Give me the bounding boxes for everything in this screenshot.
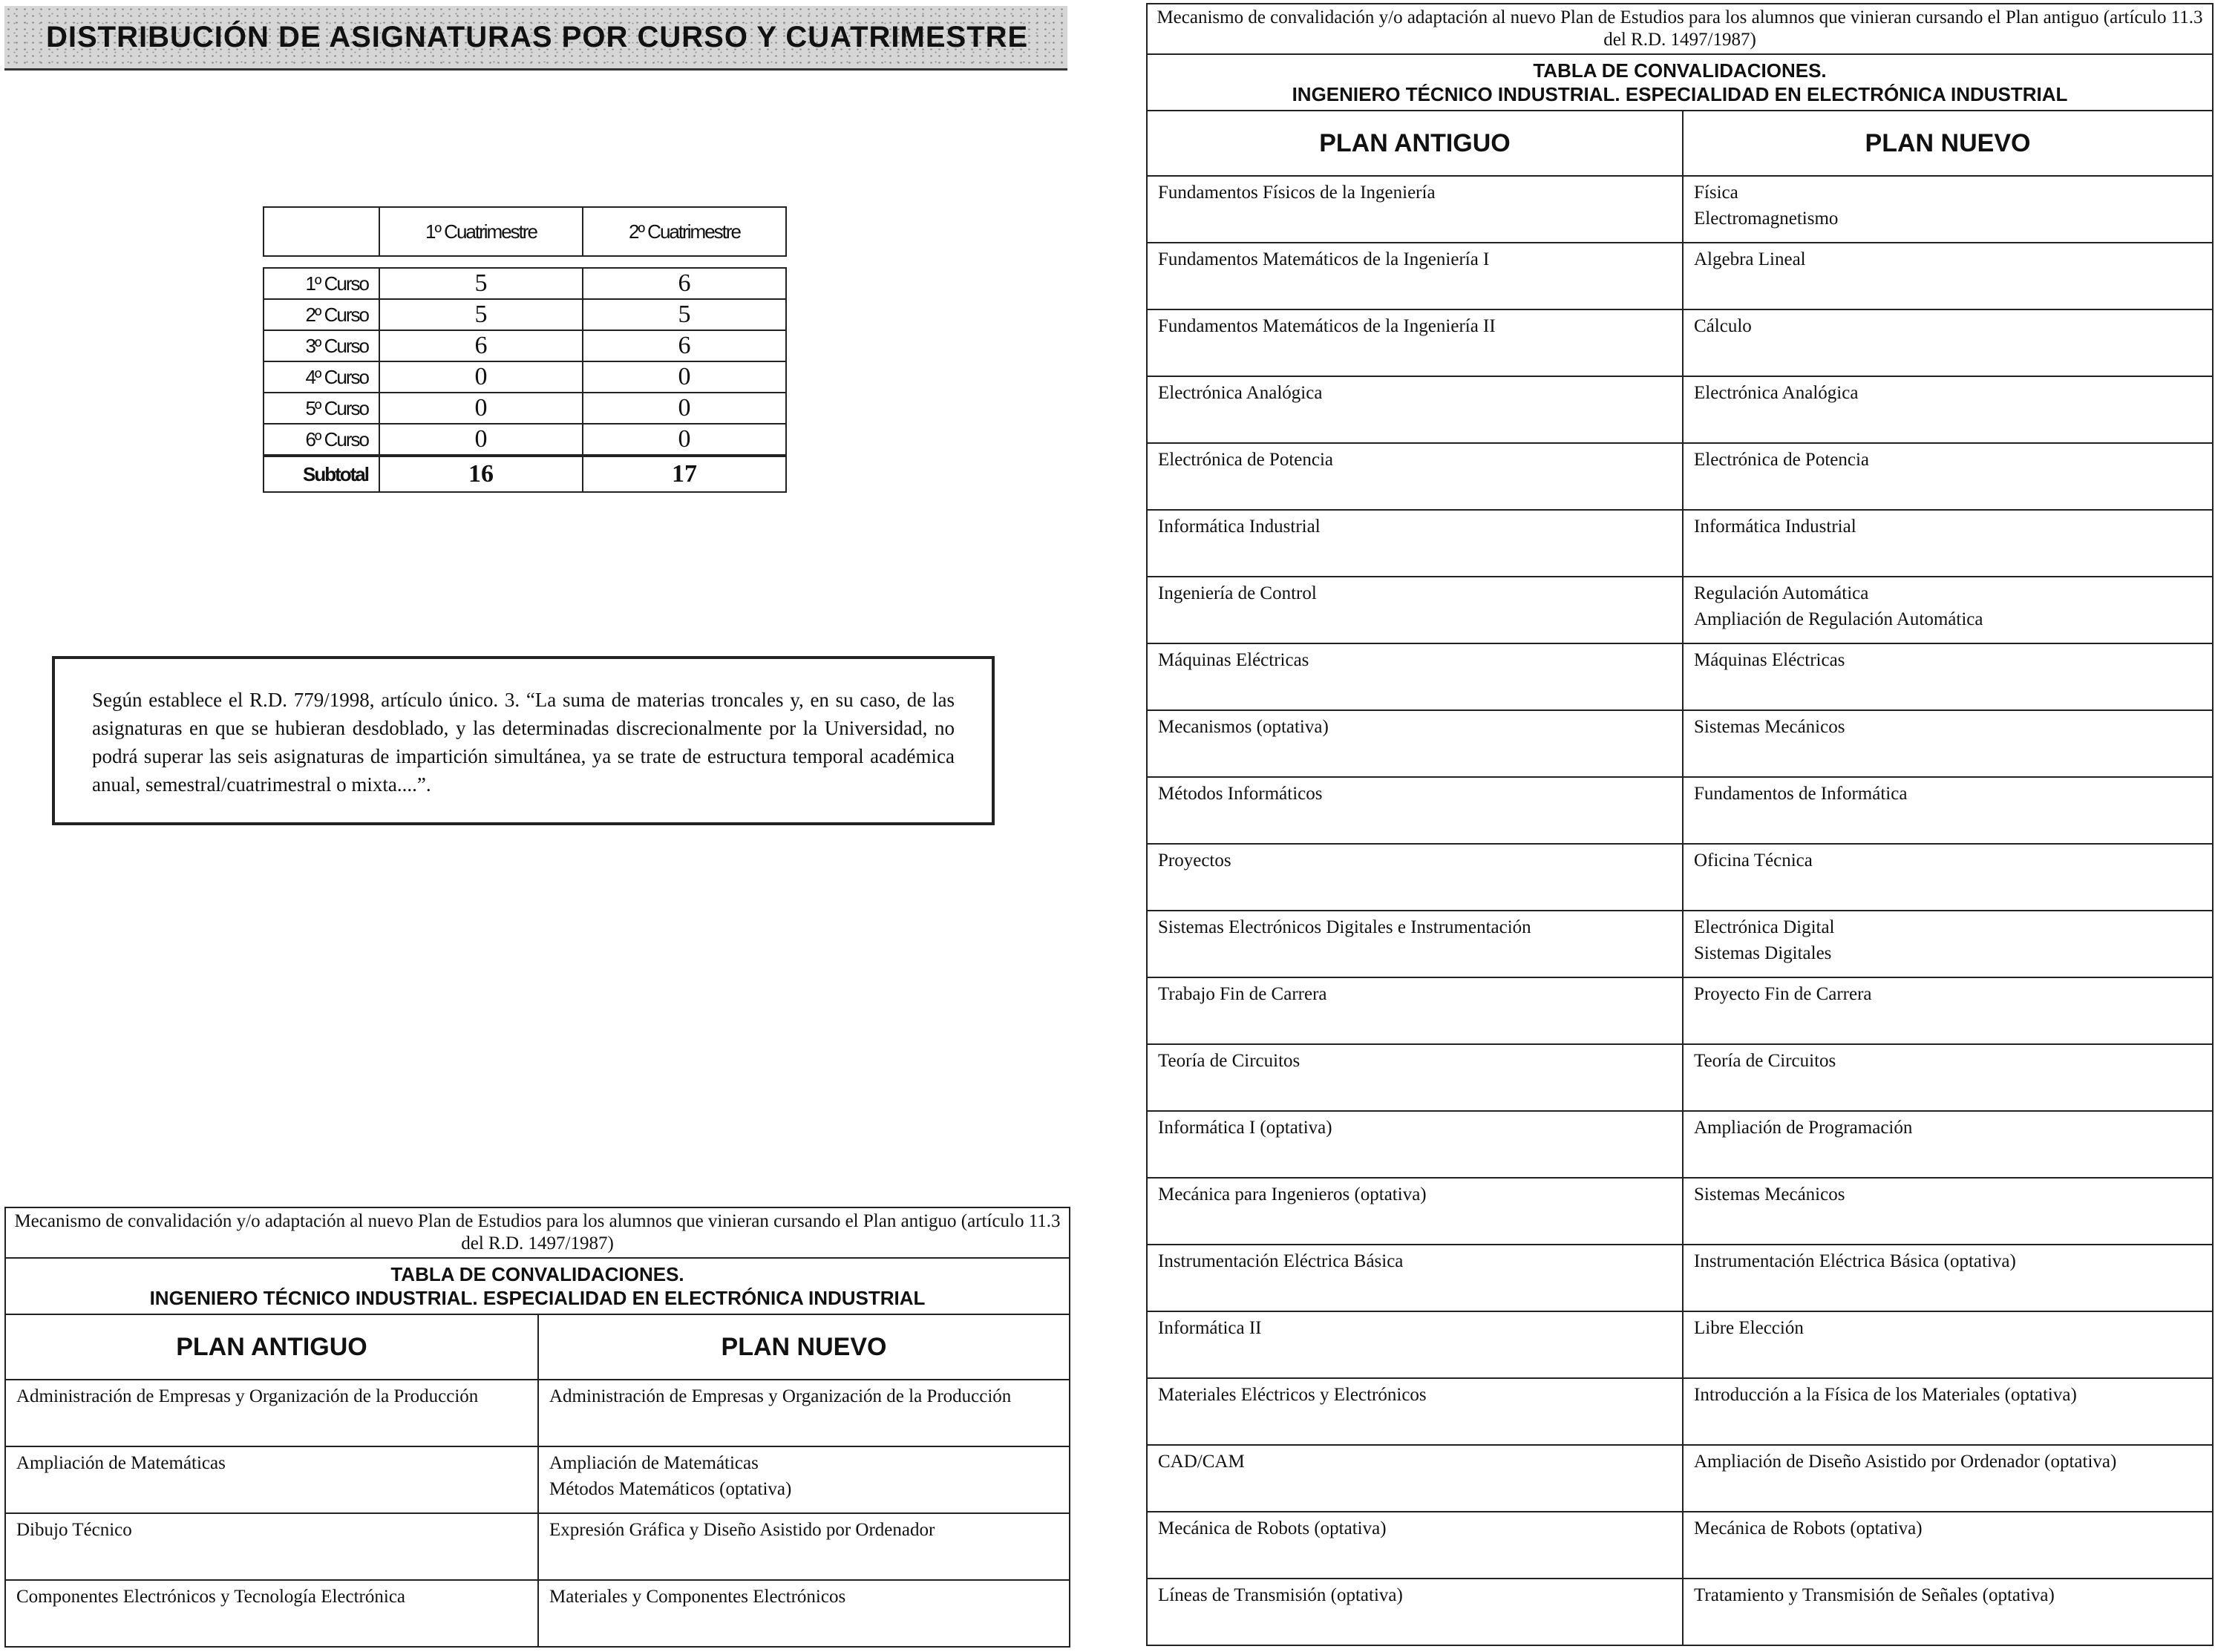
cell-second-term: 0 xyxy=(583,361,786,393)
mechanism-text: Mecanismo de convalidación y/o adaptación al nuevo Plan de Estudios para los alumnos que vinieran cursando el Plan antiguo (artículo 11.3 del R.D. 1497/1987) xyxy=(1147,4,2213,54)
old-subject: Informática II xyxy=(1147,1311,1683,1378)
new-subject: Algebra Lineal xyxy=(1683,243,2213,309)
table-title: TABLA DE CONVALIDACIONES. xyxy=(1533,59,1827,82)
table-row xyxy=(1147,911,2213,977)
old-subject: Mecánica de Robots (optativa) xyxy=(1147,1512,1683,1579)
table-row xyxy=(1147,1111,2213,1178)
new-subject-extra: Electromagnetismo xyxy=(1694,209,1839,229)
convalidation-table-left xyxy=(4,1207,1070,1648)
mechanism-row xyxy=(1147,4,2213,54)
new-subject-cell xyxy=(1683,577,2213,643)
new-subject: Proyecto Fin de Carrera xyxy=(1683,977,2213,1044)
cell-second-term: 6 xyxy=(583,268,786,299)
new-subject: Electrónica de Potencia xyxy=(1683,443,2213,510)
old-subject: Informática I (optativa) xyxy=(1147,1111,1683,1178)
old-subject: Ampliación de Matemáticas xyxy=(5,1446,538,1513)
new-subject: Mecánica de Robots (optativa) xyxy=(1683,1512,2213,1579)
table-row xyxy=(264,330,786,361)
header-first-term: 1º Cuatrimestre xyxy=(379,207,583,256)
new-subject: Materiales y Componentes Electrónicos xyxy=(538,1580,1070,1647)
new-subject-cell xyxy=(1683,176,2213,243)
old-subject: Métodos Informáticos xyxy=(1147,777,1683,844)
old-subject: Mecanismos (optativa) xyxy=(1147,710,1683,777)
old-subject: CAD/CAM xyxy=(1147,1445,1683,1512)
course-label: 2º Curso xyxy=(264,299,379,330)
new-subject-extra: Ampliación de Regulación Automática xyxy=(1694,609,1983,629)
subtotal-first-term: 16 xyxy=(379,456,583,492)
table-row xyxy=(1147,176,2213,243)
cell-second-term: 0 xyxy=(583,424,786,456)
column-header-row xyxy=(5,1314,1070,1380)
course-label: 4º Curso xyxy=(264,361,379,393)
degree-title: INGENIERO TÉCNICO INDUSTRIAL. ESPECIALIDAD EN ELECTRÓNICA INDUSTRIAL xyxy=(149,1287,926,1309)
old-subject: Líneas de Transmisión (optativa) xyxy=(1147,1579,1683,1645)
course-label: 1º Curso xyxy=(264,268,379,299)
title-row xyxy=(1147,54,2213,111)
table-row xyxy=(1147,376,2213,443)
cell-first-term: 5 xyxy=(379,268,583,299)
cell-first-term: 0 xyxy=(379,424,583,456)
new-subject: Electrónica Digital xyxy=(1694,917,1835,937)
table-row xyxy=(1147,1512,2213,1579)
new-subject: Ampliación de Programación xyxy=(1683,1111,2213,1178)
course-label: 3º Curso xyxy=(264,330,379,361)
table-row xyxy=(264,299,786,330)
table-row xyxy=(1147,710,2213,777)
new-subject: Sistemas Mecánicos xyxy=(1683,1178,2213,1245)
old-subject: Electrónica de Potencia xyxy=(1147,443,1683,510)
table-row xyxy=(264,393,786,424)
new-subject: Libre Elección xyxy=(1683,1311,2213,1378)
table-row xyxy=(1147,1579,2213,1645)
old-subject: Teoría de Circuitos xyxy=(1147,1044,1683,1111)
table-row xyxy=(264,424,786,456)
spacer-row xyxy=(264,256,786,268)
table-row xyxy=(1147,844,2213,911)
new-subject: Física xyxy=(1694,183,1738,203)
old-subject: Fundamentos Físicos de la Ingeniería xyxy=(1147,176,1683,243)
new-subject: Regulación Automática xyxy=(1694,583,1869,603)
table-row xyxy=(5,1446,1070,1513)
table-row xyxy=(1147,443,2213,510)
cell-first-term: 6 xyxy=(379,330,583,361)
old-subject: Trabajo Fin de Carrera xyxy=(1147,977,1683,1044)
cell-first-term: 5 xyxy=(379,299,583,330)
section-title-banner xyxy=(4,6,1067,71)
new-subject: Introducción a la Física de los Materiales (optativa) xyxy=(1683,1378,2213,1445)
section-title: DISTRIBUCIÓN DE ASIGNATURAS POR CURSO Y CUATRIMESTRE xyxy=(46,20,1029,53)
table-row xyxy=(1147,643,2213,710)
new-subject: Sistemas Mecánicos xyxy=(1683,710,2213,777)
new-subject: Expresión Gráfica y Diseño Asistido por Ordenador xyxy=(538,1513,1070,1580)
col-plan-nuevo: PLAN NUEVO xyxy=(1683,111,2213,176)
mechanism-row xyxy=(5,1207,1070,1258)
table-title: TABLA DE CONVALIDACIONES. xyxy=(390,1263,684,1285)
new-subject: Fundamentos de Informática xyxy=(1683,777,2213,844)
distribution-header-row xyxy=(264,207,786,256)
subtotal-row xyxy=(264,456,786,492)
table-row xyxy=(1147,309,2213,376)
new-subject: Tratamiento y Transmisión de Señales (optativa) xyxy=(1683,1579,2213,1645)
old-subject: Informática Industrial xyxy=(1147,510,1683,577)
new-subject-cell xyxy=(1683,911,2213,977)
old-subject: Ingeniería de Control xyxy=(1147,577,1683,643)
table-row xyxy=(1147,777,2213,844)
table-row xyxy=(1147,1445,2213,1512)
old-subject: Instrumentación Eléctrica Básica xyxy=(1147,1245,1683,1311)
cell-second-term: 6 xyxy=(583,330,786,361)
table-row xyxy=(5,1380,1070,1446)
new-subject-extra: Sistemas Digitales xyxy=(1694,943,1832,963)
header-second-term: 2º Cuatrimestre xyxy=(583,207,786,256)
legal-note-box xyxy=(52,656,995,825)
mechanism-text: Mecanismo de convalidación y/o adaptación al nuevo Plan de Estudios para los alumnos que vinieran cursando el Plan antiguo (artículo 11.3 del R.D. 1497/1987) xyxy=(5,1207,1070,1258)
table-row xyxy=(1147,977,2213,1044)
table-row xyxy=(5,1513,1070,1580)
new-subject: Máquinas Eléctricas xyxy=(1683,643,2213,710)
col-plan-nuevo: PLAN NUEVO xyxy=(538,1314,1070,1380)
col-plan-antiguo: PLAN ANTIGUO xyxy=(5,1314,538,1380)
subtotal-label: Subtotal xyxy=(264,456,379,492)
new-subject: Instrumentación Eléctrica Básica (optativa) xyxy=(1683,1245,2213,1311)
table-row xyxy=(264,268,786,299)
convalidation-table-right xyxy=(1146,3,2214,1646)
old-subject: Electrónica Analógica xyxy=(1147,376,1683,443)
old-subject: Sistemas Electrónicos Digitales e Instrumentación xyxy=(1147,911,1683,977)
table-row xyxy=(1147,1178,2213,1245)
old-subject: Fundamentos Matemáticos de la Ingeniería I xyxy=(1147,243,1683,309)
new-subject-cell xyxy=(538,1446,1070,1513)
cell-second-term: 5 xyxy=(583,299,786,330)
old-subject: Proyectos xyxy=(1147,844,1683,911)
table-title-cell xyxy=(5,1258,1070,1314)
table-row xyxy=(264,361,786,393)
column-header-row xyxy=(1147,111,2213,176)
table-row xyxy=(5,1580,1070,1647)
new-subject: Ampliación de Matemáticas xyxy=(549,1453,759,1473)
old-subject: Mecánica para Ingenieros (optativa) xyxy=(1147,1178,1683,1245)
new-subject: Ampliación de Diseño Asistido por Ordenador (optativa) xyxy=(1683,1445,2213,1512)
header-empty xyxy=(264,207,379,256)
new-subject-extra: Métodos Matemáticos (optativa) xyxy=(549,1479,792,1499)
new-subject: Informática Industrial xyxy=(1683,510,2213,577)
new-subject: Electrónica Analógica xyxy=(1683,376,2213,443)
old-subject: Administración de Empresas y Organización de la Producción xyxy=(5,1380,538,1446)
new-subject: Administración de Empresas y Organización de la Producción xyxy=(538,1380,1070,1446)
old-subject: Componentes Electrónicos y Tecnología Electrónica xyxy=(5,1580,538,1647)
col-plan-antiguo: PLAN ANTIGUO xyxy=(1147,111,1683,176)
table-row xyxy=(1147,510,2213,577)
table-row xyxy=(1147,1378,2213,1445)
distribution-table xyxy=(263,206,787,493)
table-row xyxy=(1147,243,2213,309)
legal-note-text: Según establece el R.D. 779/1998, artículo único. 3. “La suma de materias troncales y, en su caso, de las asignaturas en que se hubieran desdoblado, y las determinadas discrecionalmente por la Universidad, no podrá superar las seis asignaturas de impartición simultánea, ya se trate de estructura temporal académica anual, semestral/cuatrimestral o mixta....”. xyxy=(92,689,955,796)
old-subject: Máquinas Eléctricas xyxy=(1147,643,1683,710)
new-subject: Teoría de Circuitos xyxy=(1683,1044,2213,1111)
course-label: 5º Curso xyxy=(264,393,379,424)
table-row xyxy=(1147,1245,2213,1311)
table-row xyxy=(1147,1311,2213,1378)
course-label: 6º Curso xyxy=(264,424,379,456)
subtotal-second-term: 17 xyxy=(583,456,786,492)
old-subject: Dibujo Técnico xyxy=(5,1513,538,1580)
new-subject: Cálculo xyxy=(1683,309,2213,376)
old-subject: Fundamentos Matemáticos de la Ingeniería II xyxy=(1147,309,1683,376)
cell-first-term: 0 xyxy=(379,361,583,393)
old-subject: Materiales Eléctricos y Electrónicos xyxy=(1147,1378,1683,1445)
degree-title: INGENIERO TÉCNICO INDUSTRIAL. ESPECIALIDAD EN ELECTRÓNICA INDUSTRIAL xyxy=(1292,83,2068,105)
table-row xyxy=(1147,577,2213,643)
title-row xyxy=(5,1258,1070,1314)
table-row xyxy=(1147,1044,2213,1111)
new-subject: Oficina Técnica xyxy=(1683,844,2213,911)
table-title-cell xyxy=(1147,54,2213,111)
cell-first-term: 0 xyxy=(379,393,583,424)
cell-second-term: 0 xyxy=(583,393,786,424)
